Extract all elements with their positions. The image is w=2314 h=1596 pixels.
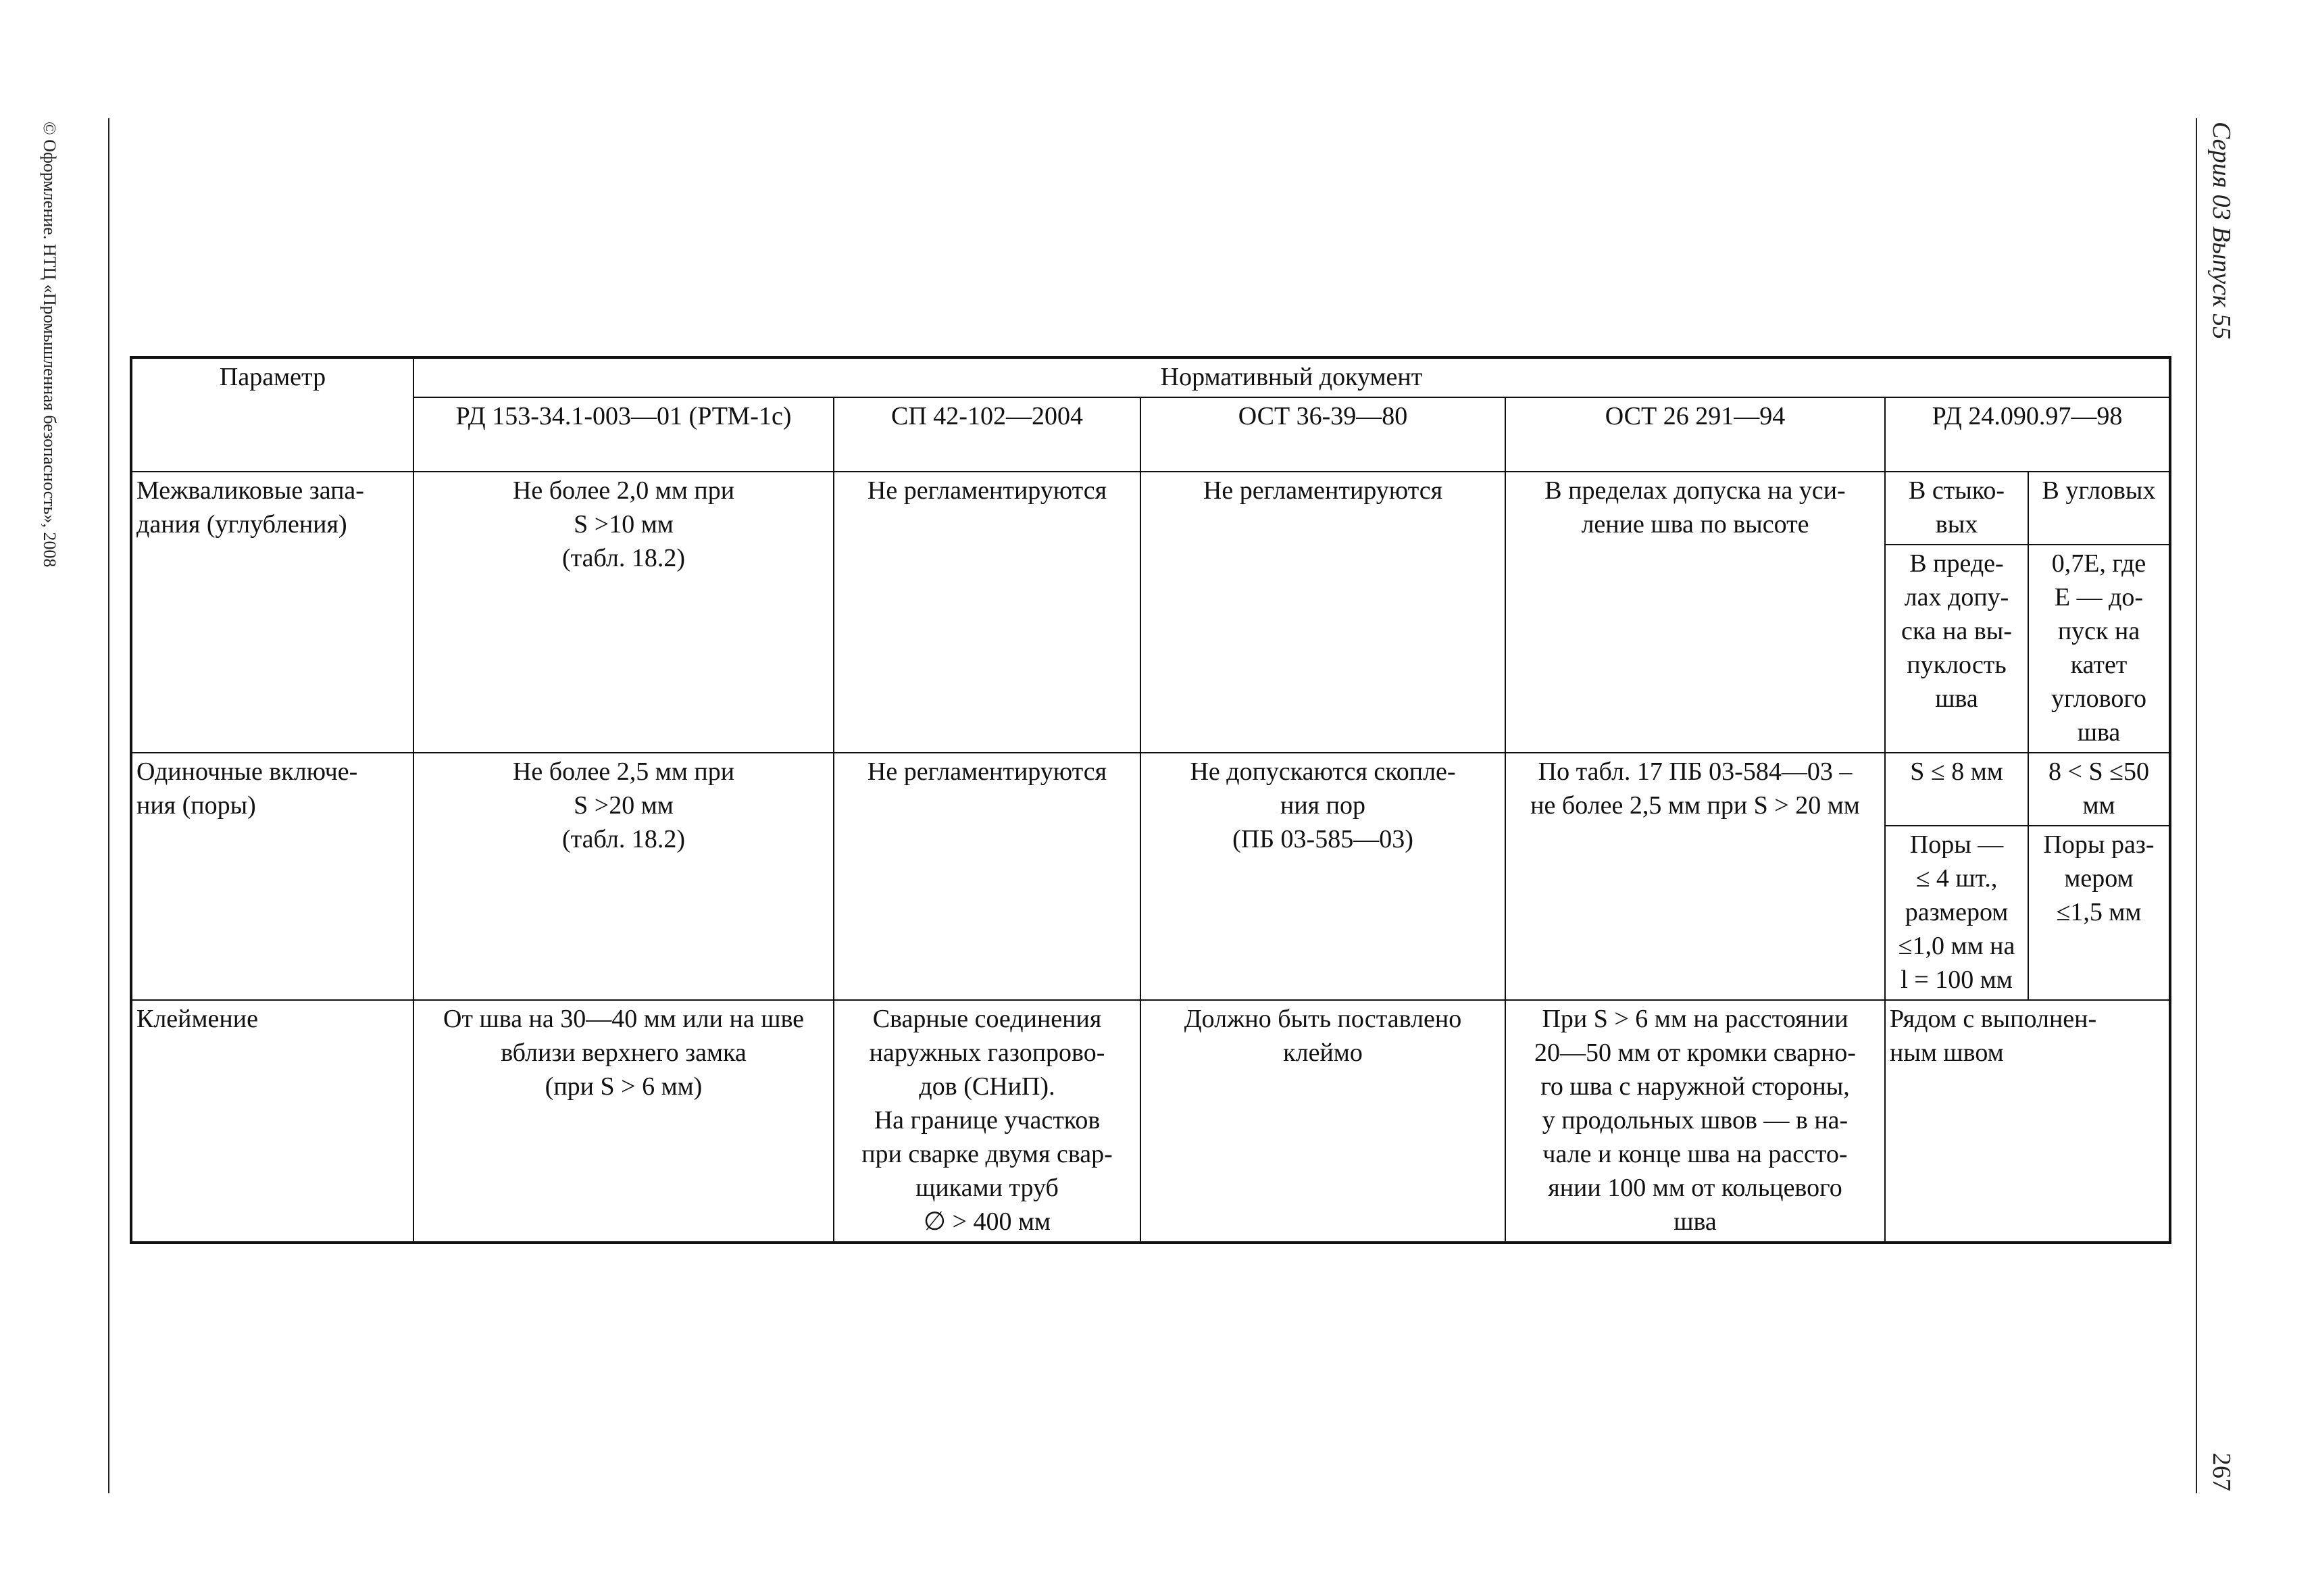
row1-param: Межваликовые запа- дания (углубления) (131, 472, 413, 753)
row1-rd24-fillet: 0,7E, где E — до- пуск на катет углового шва (2028, 545, 2170, 753)
row3-rd153: От шва на 30—40 мм или на шве вблизи верхнего замка (при S > 6 мм) (413, 1000, 834, 1243)
row2-param: Одиночные включе- ния (поры) (131, 753, 413, 1000)
row2-ost36: Не допускаются скопле- ния пор (ПБ 03-585—03) (1140, 753, 1505, 1000)
header-row-2 (131, 397, 2170, 472)
header-doc-ost26: ОСТ 26 291—94 (1505, 397, 1885, 472)
row1-rd24-butt-head: В стыко- вых (1885, 472, 2028, 545)
row2-rd24-a: Поры — ≤ 4 шт., размером ≤1,0 мм на l = 100 мм (1885, 826, 2028, 1000)
row-interbead (131, 472, 2170, 545)
row3-rd24: Рядом с выполнен- ным швом (1885, 1000, 2170, 1243)
row1-ost36: Не регламентируются (1140, 472, 1505, 753)
row1-rd24-fillet-head: В угловых (2028, 472, 2170, 545)
row2-ost26: По табл. 17 ПБ 03-584—03 – не более 2,5 мм при S > 20 мм (1505, 753, 1885, 1000)
header-doc-rd24: РД 24.090.97—98 (1885, 397, 2170, 472)
row-pores (131, 753, 2170, 826)
header-doc-rd153: РД 153-34.1-003—01 (РТМ-1с) (413, 397, 834, 472)
row2-sp42: Не регламентируются (834, 753, 1140, 1000)
right-margin-rule (2196, 118, 2197, 1493)
header-doc-group: Нормативный документ (413, 357, 2170, 397)
copyright-note: © Оформление. НТЦ «Промышленная безопасность», 2008 (40, 122, 59, 568)
left-margin-rule (108, 118, 109, 1493)
header-row-1 (131, 357, 2170, 397)
page-number: 267 (2207, 1453, 2236, 1491)
series-title: Серия 03 Выпуск 55 (2207, 122, 2236, 340)
row2-rd153: Не более 2,5 мм при S >20 мм (табл. 18.2) (413, 753, 834, 1000)
row1-rd153: Не более 2,0 мм при S >10 мм (табл. 18.2) (413, 472, 834, 753)
norms-table (130, 356, 2171, 1244)
row3-param: Клеймение (131, 1000, 413, 1243)
row3-sp42: Сварные соединения наружных газопрово- дов (СНиП). На границе участков при сварке двумя свар- щиками труб ∅ > 400 мм (834, 1000, 1140, 1243)
row2-rd24-b: Поры раз- мером ≤1,5 мм (2028, 826, 2170, 1000)
row1-rd24-butt: В преде- лах допу- ска на вы- пуклость шва (1885, 545, 2028, 753)
row2-rd24-a-head: S ≤ 8 мм (1885, 753, 2028, 826)
row2-rd24-b-head: 8 < S ≤50 мм (2028, 753, 2170, 826)
row-marking (131, 1000, 2170, 1243)
row3-ost26: При S > 6 мм на расстоянии 20—50 мм от кромки сварно- го шва с наружной стороны, у продольных швов — в на- чале и конце шва на рассто- янии 100 мм от кольцевого шва (1505, 1000, 1885, 1243)
header-param: Параметр (131, 357, 413, 472)
header-doc-sp42: СП 42-102—2004 (834, 397, 1140, 472)
row3-ost36: Должно быть поставлено клеймо (1140, 1000, 1505, 1243)
row1-sp42: Не регламентируются (834, 472, 1140, 753)
header-doc-ost36: ОСТ 36-39—80 (1140, 397, 1505, 472)
row1-ost26: В пределах допуска на уси- ление шва по высоте (1505, 472, 1885, 753)
